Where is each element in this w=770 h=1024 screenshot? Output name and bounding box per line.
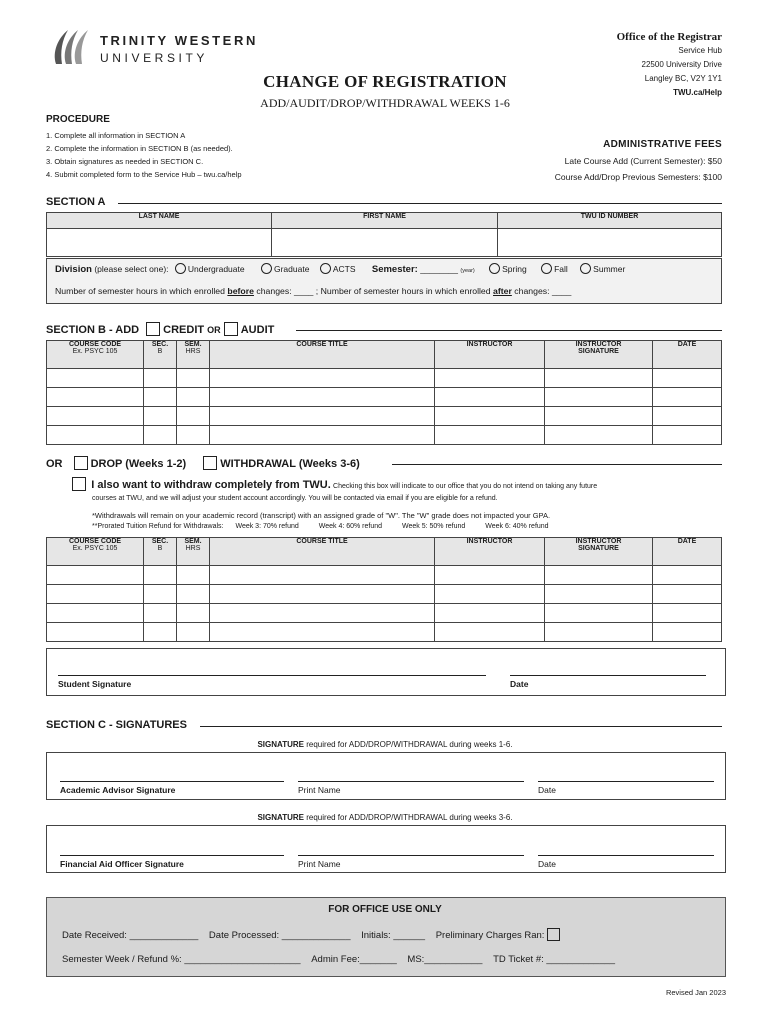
withdraw-completely-row: I also want to withdraw completely from TWU. Checking this box will indicate to our office that you do not intend on taking any future <box>72 477 597 491</box>
semester-year-field[interactable]: ________ <box>420 264 459 274</box>
preliminary-charges-label: Preliminary Charges Ran: <box>435 930 545 941</box>
procedure-step: 3. Obtain signatures as needed in SECTION C. <box>46 157 204 166</box>
td-ticket-field[interactable]: TD Ticket #: _____________ <box>493 954 616 965</box>
registrar-link[interactable]: TWU.ca/Help <box>673 88 722 97</box>
form-title: CHANGE OF REGISTRATION <box>263 72 507 91</box>
col-section: SEC. B <box>144 538 177 566</box>
procedure-heading: PROCEDURE <box>46 114 110 125</box>
table-row[interactable] <box>47 585 722 604</box>
table-row[interactable] <box>47 369 722 388</box>
first-name-field[interactable] <box>272 229 498 257</box>
advisor-date-field[interactable] <box>538 781 714 782</box>
signature-requirement-2: SIGNATURE required for ADD/DROP/WITHDRAWAL during weeks 3-6. <box>257 813 513 822</box>
fees-heading: ADMINISTRATIVE FEES <box>603 139 722 150</box>
section-b-rule <box>296 330 722 331</box>
col-instructor: INSTRUCTOR <box>435 538 545 566</box>
radio-circle-icon <box>489 263 500 274</box>
advisor-signature-label: Academic Advisor Signature <box>60 785 176 795</box>
table-row[interactable] <box>47 388 722 407</box>
col-first-name: FIRST NAME <box>272 213 498 229</box>
last-name-field[interactable] <box>47 229 272 257</box>
radio-circle-icon <box>320 263 331 274</box>
radio-summer[interactable]: Summer <box>580 264 625 274</box>
withdrawal-checkbox[interactable] <box>203 456 217 470</box>
col-twu-id: TWU ID NUMBER <box>498 213 722 229</box>
student-signature-label: Student Signature <box>58 679 132 689</box>
col-instructor-signature: INSTRUCTOR SIGNATURE <box>545 538 653 566</box>
col-instructor: INSTRUCTOR <box>435 341 545 369</box>
col-instructor-signature: INSTRUCTOR SIGNATURE <box>545 341 653 369</box>
semester-hours-row: Number of semester hours in which enrolled before changes: ____ ; Number of semester hours in which enrolled after changes: ____ <box>55 286 572 296</box>
section-a-heading: SECTION A <box>46 196 106 208</box>
print-name-label: Print Name <box>298 785 341 795</box>
administrative-fees <box>555 137 722 185</box>
col-course-code: COURSE CODE Ex. PSYC 105 <box>47 341 144 369</box>
col-course-title: COURSE TITLE <box>210 341 435 369</box>
finaid-signature-label: Financial Aid Officer Signature <box>60 859 184 869</box>
student-date-field[interactable] <box>510 675 706 676</box>
drop-rule <box>392 464 722 465</box>
add-course-table <box>46 340 722 445</box>
office-row-1 <box>62 928 560 941</box>
date-label: Date <box>538 859 556 869</box>
finaid-date-field[interactable] <box>538 855 714 856</box>
semester-label: Semester: <box>371 264 418 275</box>
form-subtitle: ADD/AUDIT/DROP/WITHDRAWAL WEEKS 1-6 <box>260 96 510 110</box>
section-b-heading-row: SECTION B - ADD CREDIT OR AUDIT <box>46 324 275 336</box>
radio-acts[interactable]: ACTS <box>320 264 356 274</box>
withdrawal-label: WITHDRAWAL (Weeks 3-6) <box>220 458 360 470</box>
section-c-heading: SECTION C - SIGNATURES <box>46 719 187 731</box>
after-word: after <box>493 286 512 296</box>
signature-requirement-1: SIGNATURE required for ADD/DROP/WITHDRAWAL during weeks 1-6. <box>257 740 513 749</box>
finaid-signature-field[interactable] <box>60 855 284 856</box>
drop-label: DROP (Weeks 1-2) <box>90 458 187 470</box>
radio-undergraduate[interactable]: Undergraduate <box>175 264 245 274</box>
finaid-print-name-field[interactable] <box>298 855 524 856</box>
col-sem-hrs: SEM. HRS <box>177 341 210 369</box>
section-a-rule <box>118 203 722 204</box>
drop-course-table <box>46 537 722 642</box>
division-label: Division <box>55 264 92 275</box>
col-course-title: COURSE TITLE <box>210 538 435 566</box>
student-signature-box <box>46 648 726 696</box>
hours-before-field[interactable]: changes: ____ ; <box>256 286 319 296</box>
year-hint: (year) <box>460 268 475 274</box>
office-use-heading: FOR OFFICE USE ONLY <box>328 904 442 915</box>
print-name-label: Print Name <box>298 859 341 869</box>
credit-checkbox[interactable] <box>146 322 160 336</box>
university-logo-icon <box>50 26 94 66</box>
registrar-title: Office of the Registrar <box>616 31 722 43</box>
initials-field[interactable]: Initials: ______ <box>361 930 426 941</box>
table-row[interactable] <box>47 623 722 642</box>
refund-schedule: **Prorated Tuition Refund for Withdrawals: Week 3: 70% refund Week 4: 60% refund Week 5: 50% refund Week 6: 40% refund <box>92 523 549 530</box>
table-row[interactable] <box>47 407 722 426</box>
office-row-2 <box>62 954 615 965</box>
drop-withdrawal-row: OR DROP (Weeks 1-2) WITHDRAWAL (Weeks 3-6) <box>46 458 360 470</box>
revision-date: Revised Jan 2023 <box>665 988 726 997</box>
table-row[interactable] <box>47 426 722 445</box>
withdraw-note: courses at TWU, and we will adjust your student account accordingly. You will be contacted via email if you are eligible for a refund. <box>92 495 498 502</box>
drop-checkbox[interactable] <box>74 456 88 470</box>
advisor-signature-field[interactable] <box>60 781 284 782</box>
audit-checkbox[interactable] <box>224 322 238 336</box>
division-row <box>55 263 625 275</box>
radio-circle-icon <box>580 263 591 274</box>
radio-spring[interactable]: Spring <box>489 264 527 274</box>
radio-circle-icon <box>261 263 272 274</box>
section-b-heading: SECTION B - ADD <box>46 324 140 336</box>
procedure-step: 2. Complete the information in SECTION B (as needed). <box>46 144 233 153</box>
radio-circle-icon <box>541 263 552 274</box>
col-section: SEC. B <box>144 341 177 369</box>
date-processed-field[interactable]: Date Processed: _____________ <box>208 930 351 941</box>
col-sem-hrs: SEM. HRS <box>177 538 210 566</box>
withdraw-completely-checkbox[interactable] <box>72 477 86 491</box>
fee-previous-semester: Course Add/Drop Previous Semesters: $100 <box>554 172 722 182</box>
withdraw-completely-label: I also want to withdraw completely from TWU. <box>91 479 331 491</box>
section-a-table <box>46 212 722 257</box>
student-signature-field[interactable] <box>58 675 486 676</box>
division-hint: (please select one): <box>94 264 169 274</box>
date-label: Date <box>538 785 556 795</box>
radio-graduate[interactable]: Graduate <box>261 264 309 274</box>
withdrawal-grade-note: *Withdrawals will remain on your academic record (transcript) with an assigned grade of "W". The "W" grade does not impacted your GPA. <box>92 511 551 520</box>
procedure-step: 4. Submit completed form to the Service Hub – twu.ca/help <box>46 170 242 179</box>
logo-name-line2: UNIVERSITY <box>100 51 209 65</box>
ms-field[interactable]: MS:___________ <box>407 954 483 965</box>
advisor-print-name-field[interactable] <box>298 781 524 782</box>
admin-fee-field[interactable]: Admin Fee:_______ <box>311 954 397 965</box>
logo-name-line1: TRINITY WESTERN <box>100 33 258 48</box>
col-date: DATE <box>653 538 722 566</box>
radio-circle-icon <box>175 263 186 274</box>
twu-id-field[interactable] <box>498 229 722 257</box>
student-date-label: Date <box>510 679 529 689</box>
before-word: before <box>227 286 254 296</box>
col-date: DATE <box>653 341 722 369</box>
procedure-step: 1. Complete all information in SECTION A <box>46 131 186 140</box>
semester-week-field[interactable]: Semester Week / Refund %: ______________________ <box>62 954 301 965</box>
registrar-line: 22500 University Drive <box>641 60 722 69</box>
radio-fall[interactable]: Fall <box>541 264 568 274</box>
col-course-code: COURSE CODE Ex. PSYC 105 <box>47 538 144 566</box>
table-row[interactable] <box>47 604 722 623</box>
preliminary-charges-checkbox[interactable] <box>547 928 560 941</box>
section-c-rule <box>200 726 722 727</box>
hours-after-field[interactable]: changes: ____ <box>514 286 572 296</box>
procedure-list <box>46 129 242 181</box>
col-last-name: LAST NAME <box>47 213 272 229</box>
registrar-line: Langley BC, V2Y 1Y1 <box>644 74 722 83</box>
table-row[interactable] <box>47 566 722 585</box>
date-received-field[interactable]: Date Received: _____________ <box>62 930 199 941</box>
registrar-line: Service Hub <box>678 46 722 55</box>
fee-late-add: Late Course Add (Current Semester): $50 <box>564 156 722 166</box>
